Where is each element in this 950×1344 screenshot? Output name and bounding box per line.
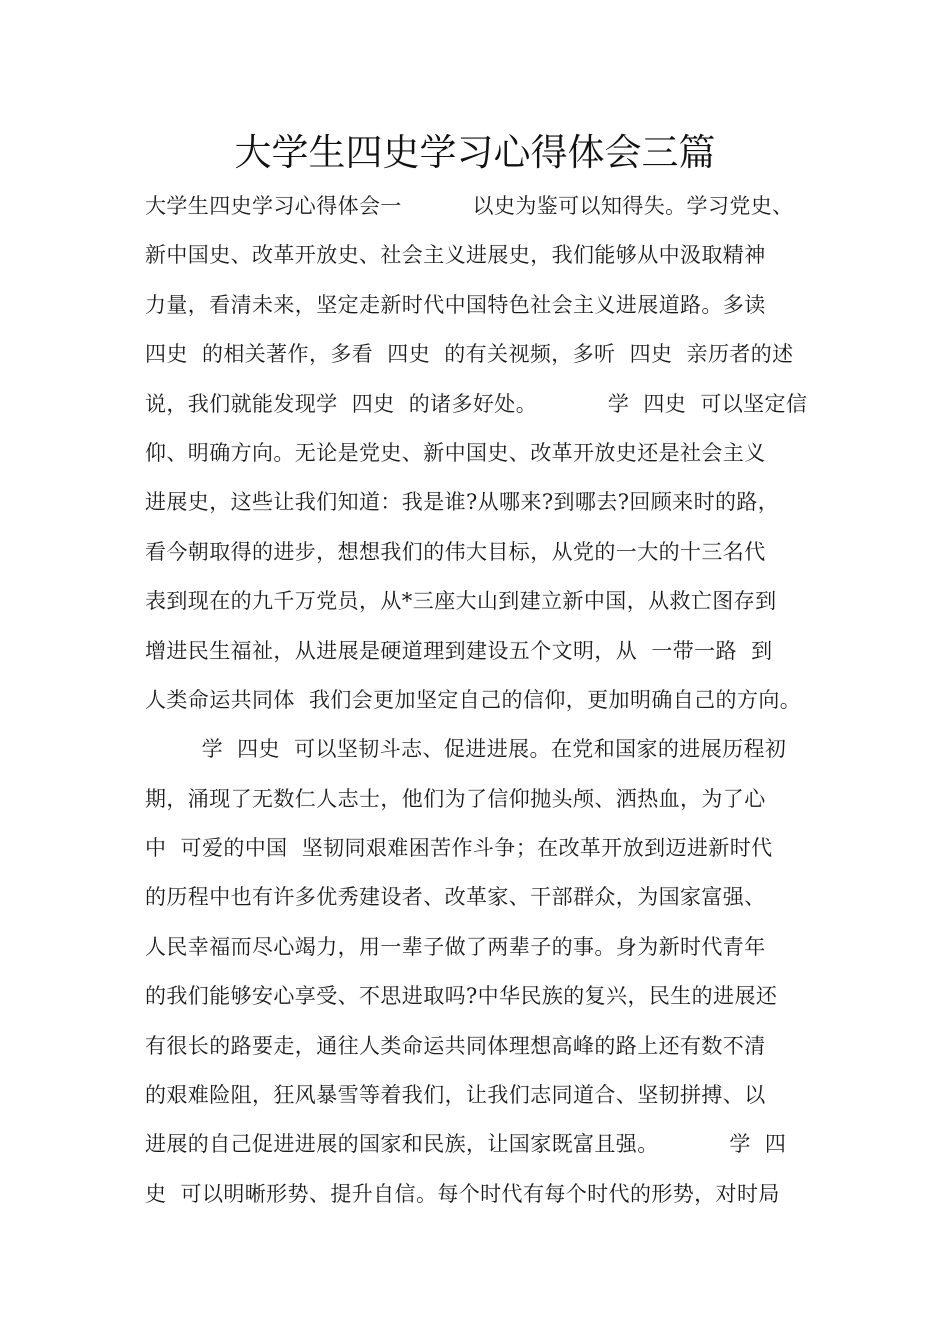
body-line-9: 表到现在的九千万党员，从*三座大山到建立新中国，从救亡图存到 [145, 589, 777, 614]
body-line-7: 进展史，这些让我们知道：我是谁?从哪来?到哪去?回顾来时的路， [145, 490, 780, 515]
body-line-16: 人民幸福而尽心竭力，用一辈子做了两辈子的事。身为新时代青年 [145, 934, 766, 959]
body-line-12: 学 四史 可以坚韧斗志、促进进展。在党和国家的进展历程初 [145, 737, 787, 762]
body-line-6: 仰、明确方向。无论是党史、新中国史、改革开放史还是社会主义 [145, 440, 766, 465]
body-line-17: 的我们能够安心享受、不思进取吗?中华民族的复兴，民生的进展还 [145, 984, 778, 1009]
body-line-15: 的历程中也有许多优秀建设者、改革家、干部群众，为国家富强、 [145, 885, 766, 910]
body-line-13: 期，涌现了无数仁人志士，他们为了信仰抛头颅、洒热血，为了心 [145, 786, 766, 811]
body-line-2: 新中国史、改革开放史、社会主义进展史，我们能够从中汲取精神 [145, 243, 766, 268]
document-body [145, 182, 825, 1219]
body-line-19: 的艰难险阻，狂风暴雪等着我们，让我们志同道合、坚韧拼搏、以 [145, 1083, 766, 1108]
body-line-11: 人类命运共同体 我们会更加坚定自己的信仰，更加明确自己的方向。 [145, 687, 802, 712]
body-line-3: 力量，看清未来，坚定走新时代中国特色社会主义进展道路。多读 [145, 292, 766, 317]
body-line-10: 增进民生福祉，从进展是硬道理到建设五个文明，从 一带一路 到 [145, 638, 773, 663]
body-line-4: 四史 的相关著作，多看 四史 的有关视频，多听 四史 亲历者的述 [145, 342, 794, 367]
body-line-18: 有很长的路要走，通往人类命运共同体理想高峰的路上还有数不清 [145, 1033, 766, 1058]
body-line-21: 史 可以明晰形势、提升自信。每个时代有每个时代的形势，对时局 [145, 1181, 780, 1206]
document-title: 大学生四史学习心得体会三篇 [234, 131, 716, 174]
body-line-5: 说，我们就能发现学 四史 的诸多好处。 学 四史 可以坚定信 [145, 391, 808, 416]
body-line-1: 大学生四史学习心得体会一 以史为鉴可以知得失。学习党史、 [145, 194, 794, 218]
body-line-20: 进展的自己促进进展的国家和民族，让国家既富且强。 学 四 [145, 1132, 787, 1157]
body-line-8: 看今朝取得的进步，想想我们的伟大目标，从党的一大的十三名代 [145, 539, 766, 564]
body-line-14: 中 可爱的中国 坚韧同艰难困苦作斗争；在改革开放到迈进新时代 [145, 836, 773, 861]
